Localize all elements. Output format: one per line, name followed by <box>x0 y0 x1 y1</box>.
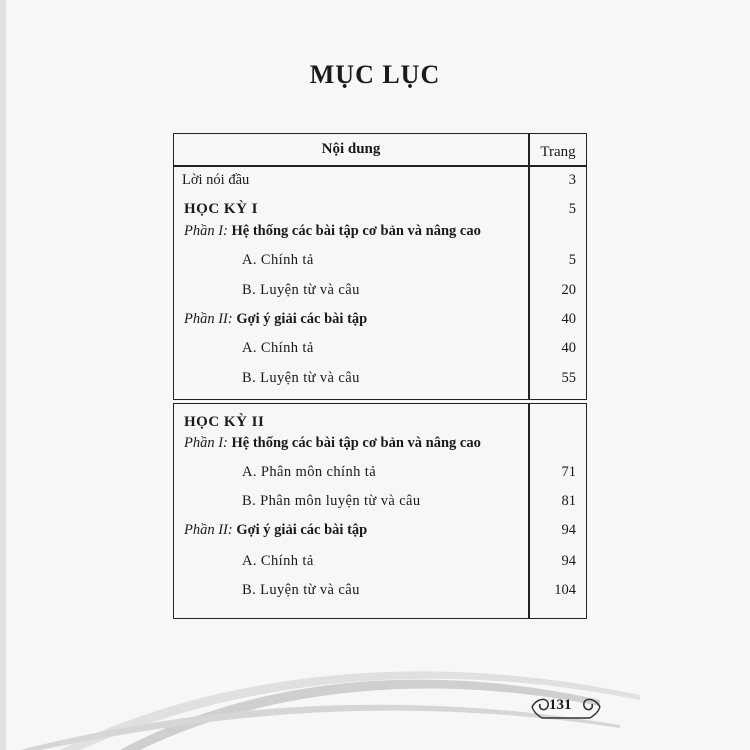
toc-label: B. Luyện từ và câu <box>242 370 360 386</box>
page-title: MỤC LỤC <box>309 60 441 89</box>
toc-row-item <box>174 464 584 486</box>
toc-row-part-1 <box>174 435 584 457</box>
toc-row-part-1 <box>174 223 584 245</box>
toc-row-item <box>174 340 584 362</box>
toc-label <box>184 522 367 539</box>
header-divider <box>174 165 586 167</box>
toc-label: B. Luyện từ và câu <box>242 582 360 598</box>
decorative-swoosh <box>0 640 750 750</box>
part-title: Hệ thống các bài tập cơ bản và nâng cao <box>231 223 481 239</box>
toc-label: A. Chính tả <box>242 553 314 569</box>
part-prefix: Phần II: <box>184 311 233 327</box>
toc-label <box>184 311 367 328</box>
toc-row-item <box>174 553 584 575</box>
toc-page: 81 <box>561 493 576 509</box>
toc-row-item <box>174 370 584 392</box>
toc-page: 104 <box>554 582 576 598</box>
header-content: Nội dung <box>321 141 381 157</box>
toc-label: B. Luyện từ và câu <box>242 282 360 298</box>
toc-page: 55 <box>561 370 576 386</box>
part-prefix: Phần II: <box>184 522 233 538</box>
toc-page: 5 <box>568 252 576 268</box>
toc-label: HỌC KỲ I <box>184 201 259 217</box>
toc-label: A. Chính tả <box>242 252 314 268</box>
toc-label: HỌC KỲ II <box>184 414 265 430</box>
toc-page: 5 <box>568 201 576 217</box>
part-prefix: Phần I: <box>184 435 228 451</box>
header-page: Trang <box>540 144 576 160</box>
toc-label <box>184 435 481 452</box>
toc-label: B. Phân môn luyện từ và câu <box>242 493 421 509</box>
toc-page: 3 <box>568 172 576 188</box>
toc-page: 71 <box>561 464 576 480</box>
toc-page: 40 <box>561 311 576 327</box>
toc-row-intro <box>174 172 584 194</box>
toc-label: A. Chính tả <box>242 340 314 356</box>
toc-table-semester-1 <box>173 133 587 400</box>
part-title: Gợi ý giải các bài tập <box>236 311 368 327</box>
toc-row-part-2 <box>174 311 584 333</box>
toc-table-semester-2 <box>173 403 587 619</box>
toc-page: 94 <box>561 522 576 538</box>
toc-page: 94 <box>561 553 576 569</box>
toc-row-semester-1 <box>174 201 584 223</box>
page-edge <box>0 0 6 750</box>
toc-label: Lời nói đầu <box>182 172 250 188</box>
toc-label <box>184 223 481 240</box>
toc-row-item <box>174 282 584 304</box>
part-prefix: Phần I: <box>184 223 228 239</box>
toc-page: 40 <box>561 340 576 356</box>
part-title: Gợi ý giải các bài tập <box>236 522 368 538</box>
toc-row-part-2 <box>174 522 584 544</box>
part-title: Hệ thống các bài tập cơ bản và nâng cao <box>231 435 481 451</box>
toc-row-item <box>174 252 584 274</box>
toc-row-semester-2 <box>174 414 584 436</box>
toc-page: 20 <box>561 282 576 298</box>
toc-label: A. Phân môn chính tả <box>242 464 377 480</box>
page-number: 131 <box>549 697 572 713</box>
toc-row-item <box>174 582 584 604</box>
toc-row-item <box>174 493 584 515</box>
